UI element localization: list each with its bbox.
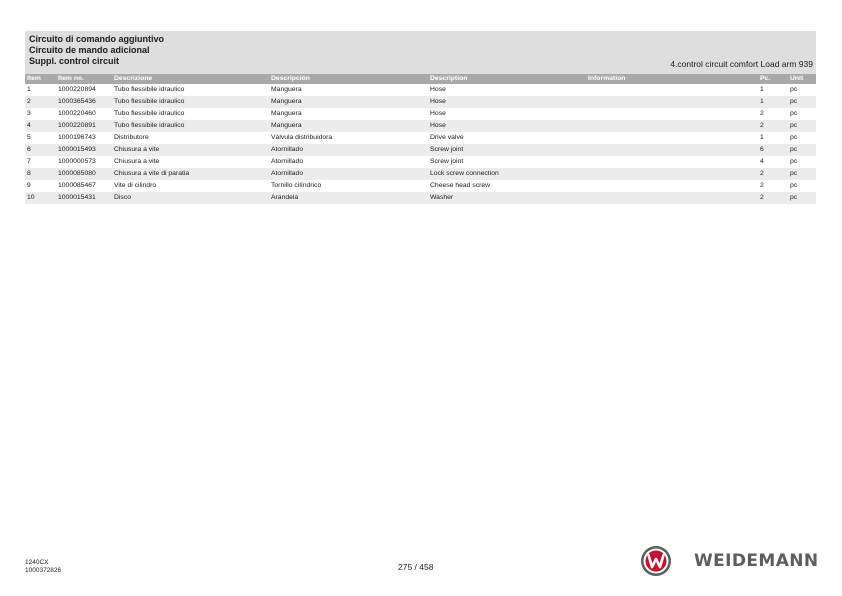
cell-description: Lock screw connection [428,168,586,180]
cell-information [586,84,758,96]
cell-descripcion: Atornillado [269,144,428,156]
cell-item: 9 [27,182,31,189]
cell-description: Drive valve [430,134,464,141]
cell-descrizione: Disco [112,192,269,204]
cell-pc: 6 [758,144,788,156]
cell-pc: 2 [758,120,788,132]
table-row [25,96,816,108]
col-header-descrizione: Descrizione [112,74,269,84]
cell-item: 7 [27,158,31,165]
cell-item-no: 1000015431 [56,192,112,204]
cell-unit: pc [788,168,816,180]
cell-descripcion: Manguera [269,120,428,132]
col-header-descripcion: Descripción [269,74,428,84]
cell-item-no: 1000015493 [56,144,112,156]
cell-item-no: 1000085080 [56,168,112,180]
cell-item-no: 1000365436 [56,96,112,108]
cell-descripcion: Atornillado [269,168,428,180]
cell-description: Washer [428,192,586,204]
cell-item: 2 [25,96,56,108]
cell-unit: pc [788,144,816,156]
title-spanish: Circuito de mando adicional [29,45,150,55]
cell-information [586,108,758,120]
col-header-description: Description [428,74,586,84]
table-row [25,168,816,180]
cell-descrizione: Tubo flessibile idraulico [112,96,269,108]
cell-pc: 1 [760,134,764,141]
cell-item-no: 1000085467 [58,182,96,189]
page-header [25,31,816,74]
col-header-item-no: Item no. [56,74,112,84]
col-header-information: Information [586,74,758,84]
table-row [25,144,816,156]
cell-descrizione: Tubo flessibile idraulico [114,86,185,93]
cell-descripcion: Manguera [271,110,302,117]
cell-description: Hose [430,110,446,117]
cell-unit: pc [790,158,798,165]
cell-item-no: 1000220891 [56,120,112,132]
cell-item-no: 1000220894 [58,86,96,93]
cell-information [586,120,758,132]
cell-pc: 2 [760,182,764,189]
cell-item: 5 [27,134,31,141]
model-number: 1240CX [25,559,49,566]
cell-description: Hose [430,86,446,93]
cell-descripcion: Válvula distribuidora [271,134,333,141]
cell-descripcion: Manguera [269,96,428,108]
cell-pc: 2 [758,192,788,204]
cell-information [586,144,758,156]
cell-descripcion: Manguera [271,86,302,93]
cell-item-no: 1000220460 [58,110,96,117]
cell-information [586,168,758,180]
cell-descrizione: Vite di cilindro [114,182,157,189]
title-italian: Circuito di comando aggiuntivo [29,34,164,44]
brand-wordmark: WEIDEMANN [694,551,819,571]
cell-descrizione: Chiusura a vite di paratia [112,168,269,180]
cell-information [586,132,758,144]
cell-descrizione: Tubo flessibile idraulico [114,110,185,117]
document-number: 1000372826 [25,567,62,574]
parts-table [25,74,816,204]
cell-item: 3 [27,110,31,117]
cell-descripcion: Arandela [269,192,428,204]
cell-descripcion: Tornillo cilíndrico [271,182,322,189]
table-row [25,192,816,204]
cell-unit: pc [788,96,816,108]
cell-pc: 2 [760,110,764,117]
cell-information [586,192,758,204]
cell-pc: 1 [760,86,764,93]
cell-pc: 2 [758,168,788,180]
cell-descrizione: Chiusura a vite [114,158,160,165]
cell-unit: pc [790,182,798,189]
cell-item: 8 [25,168,56,180]
col-header-unit: Unit [788,74,816,84]
table-body [25,84,816,204]
cell-pc: 4 [760,158,764,165]
title-english: Suppl. control circuit [29,56,120,66]
page-number: 275 / 458 [398,562,434,572]
table-row [25,84,816,96]
weidemann-w-logo-icon [640,545,672,577]
table-row [25,120,816,132]
cell-unit: pc [788,120,816,132]
table-row [25,132,816,144]
cell-description: Screw joint [430,158,464,165]
cell-item: 1 [27,86,31,93]
cell-description: Hose [428,96,586,108]
table-row [25,156,816,168]
cell-item-no: 1000196743 [58,134,96,141]
footer-doc-info [25,559,61,575]
cell-pc: 1 [758,96,788,108]
section-subtitle: 4.control circuit comfort Load arm 939 [670,59,813,69]
table-row [25,108,816,120]
cell-descrizione: Tubo flessibile idraulico [112,120,269,132]
cell-item: 4 [25,120,56,132]
cell-descripcion: Atornillado [271,158,304,165]
table-row [25,180,816,192]
cell-information [586,96,758,108]
col-header-pc: Pc. [758,74,788,84]
cell-description: Hose [428,120,586,132]
cell-descrizione: Chiusura a vite [112,144,269,156]
cell-item-no: 1000000573 [58,158,96,165]
col-header-item: Item [25,74,56,84]
cell-unit: pc [788,192,816,204]
cell-descrizione: Distributore [114,134,149,141]
cell-unit: pc [790,110,798,117]
cell-item: 10 [25,192,56,204]
cell-item: 6 [25,144,56,156]
cell-information [586,156,758,168]
cell-unit: pc [790,86,798,93]
table-header-row [25,74,816,84]
cell-unit: pc [790,134,798,141]
cell-description: Cheese head screw [430,182,491,189]
cell-information [586,180,758,192]
cell-description: Screw joint [428,144,586,156]
